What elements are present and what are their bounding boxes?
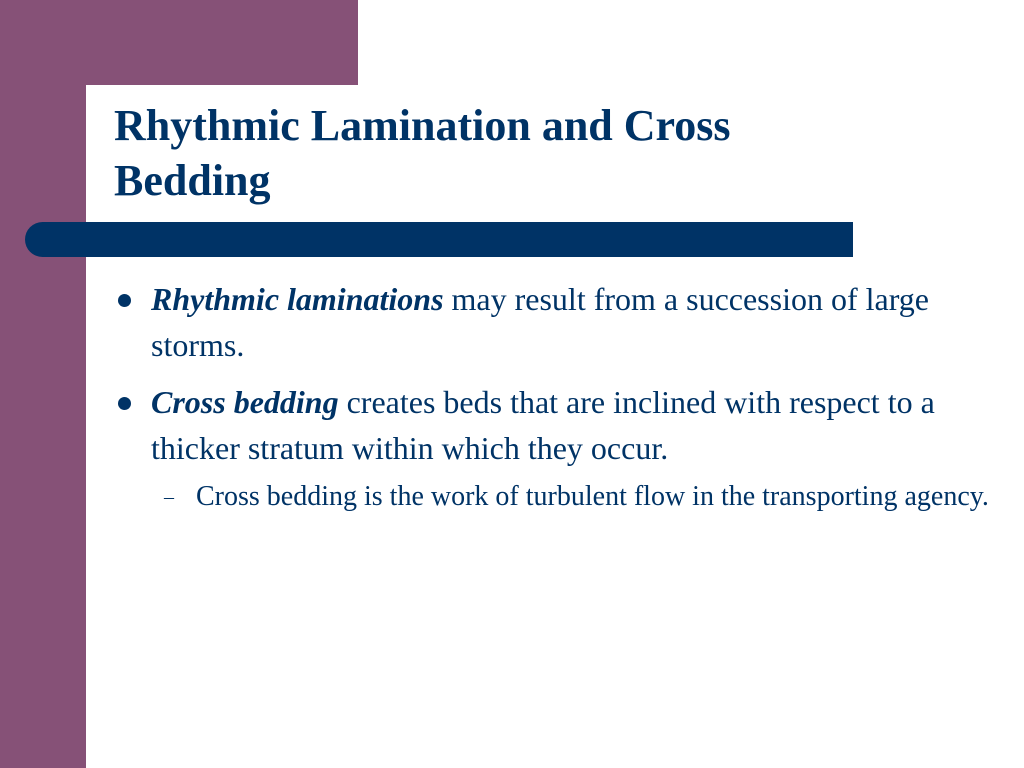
bullet-rhythmic-laminations bbox=[114, 276, 1004, 368]
left-accent-band bbox=[0, 0, 86, 768]
subbullet-text: Cross bedding is the work of turbulent flow in the transporting agency. bbox=[196, 481, 989, 512]
bullet-term: Rhythmic laminations bbox=[151, 281, 444, 317]
bullet-text: may result from a succession of large storms. bbox=[151, 281, 929, 363]
slide-body bbox=[114, 276, 1004, 518]
subbullet-turbulent-flow bbox=[151, 476, 1004, 518]
bullet-dot-icon bbox=[118, 397, 131, 410]
slide-title: Rhythmic Lamination and Cross Bedding bbox=[114, 101, 731, 205]
bullet-cross-bedding bbox=[114, 379, 1004, 471]
bullet-text: creates beds that are inclined with respect to a thicker stratum within which they occur. bbox=[151, 384, 935, 466]
dash-marker-icon: – bbox=[164, 486, 174, 508]
top-accent-block bbox=[0, 0, 358, 85]
bullet-dot-icon bbox=[118, 294, 131, 307]
title-underline-bar bbox=[25, 222, 853, 257]
bullet-term: Cross bedding bbox=[151, 384, 339, 420]
